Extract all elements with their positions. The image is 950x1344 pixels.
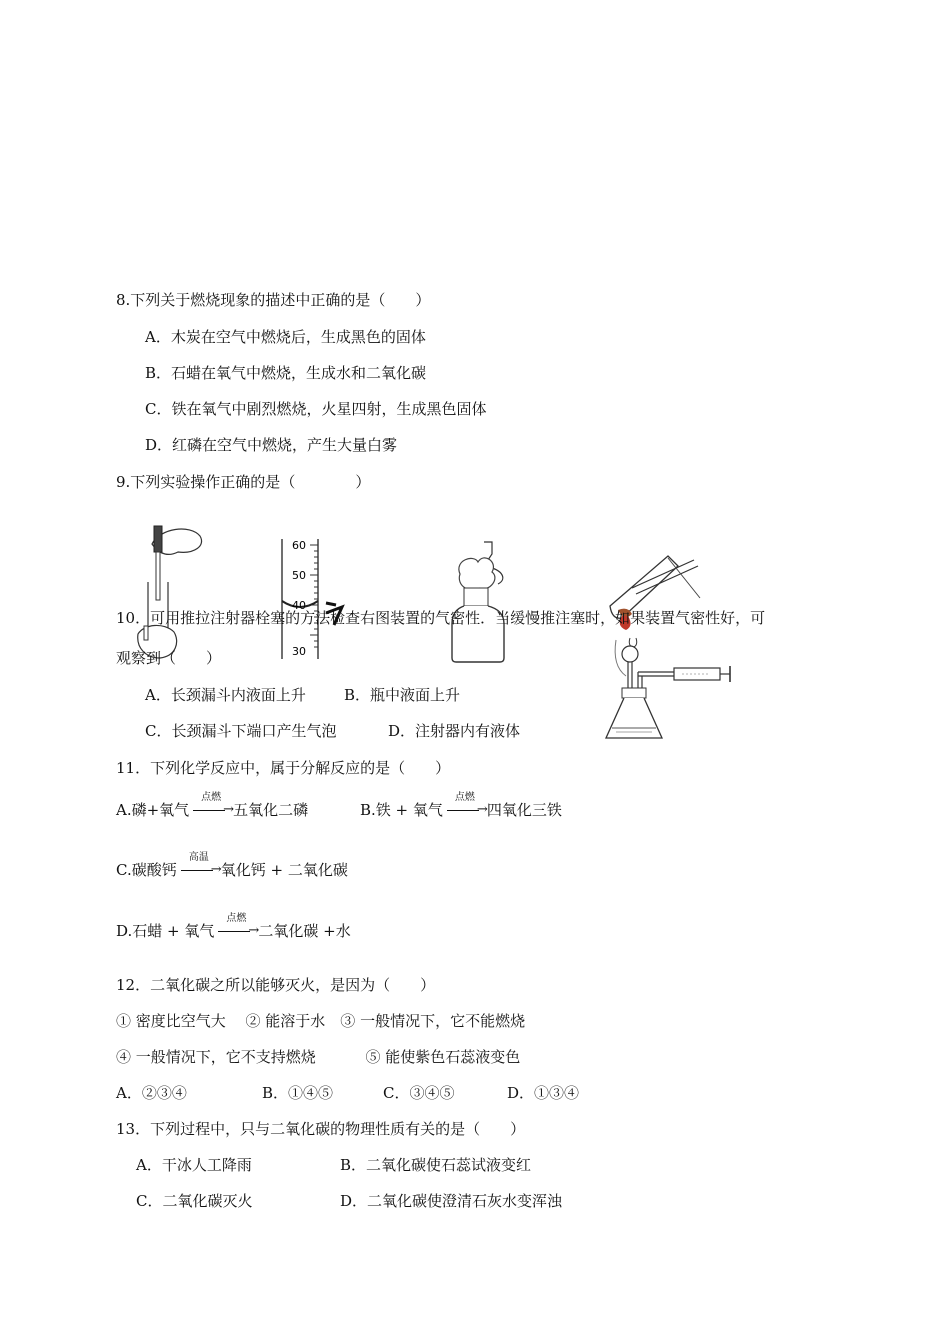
arrow-icon: 点燃 → <box>443 800 487 820</box>
q11-b-product: 四氧化三铁 <box>486 801 562 819</box>
q10-option-a: A．长颈漏斗内液面上升 <box>145 686 306 704</box>
q10-option-b: B．瓶中液面上升 <box>344 686 461 704</box>
q12-statements-line2: ④ 一般情况下，它不支持燃烧 ⑤ 能使紫色石蕊液变色 <box>116 1048 521 1066</box>
dropper-figure <box>130 522 210 660</box>
q11-c-reactants: C.碳酸钙 <box>116 861 177 879</box>
q11-b-reactants: B.铁 + 氧气 <box>360 801 443 819</box>
q12-statements-line1: ① 密度比空气大 ② 能溶于水 ③ 一般情况下，它不能燃烧 <box>116 1012 526 1030</box>
q12-option-b: B．①④⑤ <box>262 1084 334 1102</box>
q13-option-a: A．干冰人工降雨 <box>136 1156 252 1174</box>
q8-option-b: B．石蜡在氧气中燃烧，生成水和二氧化碳 <box>145 364 427 382</box>
q8-option-d: D．红磷在空气中燃烧，产生大量白雾 <box>145 436 398 454</box>
q10-stem-line1: 10．可用推拉注射器栓塞的方法检查右图装置的气密性．当缓慢推注塞时，如果装置气密性好，可 <box>116 609 766 627</box>
cylinder-tick-30: 30 <box>292 645 306 658</box>
cylinder-figure <box>270 535 360 663</box>
q8-option-a: A．木炭在空气中燃烧后，生成黑色的固体 <box>145 328 426 346</box>
q8-option-c: C．铁在氧气中剧烈燃烧，火星四射，生成黑色固体 <box>145 400 487 418</box>
q11-option-b <box>360 792 562 820</box>
q11-d-reactants: D.石蜡 + 氧气 <box>116 922 215 940</box>
arrow-icon: 高温 → <box>177 860 221 880</box>
arrow-icon: 点燃 → <box>214 921 258 941</box>
q10-option-d: D．注射器内有液体 <box>388 722 521 740</box>
q11-stem: 11．下列化学反应中，属于分解反应的是（ ） <box>116 759 451 777</box>
q11-a-reactants: A.磷+氧气 <box>116 801 190 819</box>
cylinder-tick-40: 40 <box>292 599 306 612</box>
q10-stem-line2: 观察到（ ） <box>116 649 222 667</box>
q11-a-product: 五氧化二磷 <box>233 801 309 819</box>
q13-option-b: B．二氧化碳使石蕊试液变红 <box>340 1156 532 1174</box>
q8-stem: 8.下列关于燃烧现象的描述中正确的是（ ） <box>116 291 431 309</box>
q13-stem: 13．下列过程中，只与二氧化碳的物理性质有关的是（ ） <box>116 1120 526 1138</box>
q12-option-d: D．①③④ <box>507 1084 580 1102</box>
q11-d-product: 二氧化碳 +水 <box>258 922 351 940</box>
q9-stem: 9.下列实验操作正确的是（ ） <box>116 473 371 491</box>
cylinder-tick-50: 50 <box>292 569 306 582</box>
q11-c-product: 氧化钙 + 二氧化碳 <box>220 861 348 879</box>
q13-option-c: C．二氧化碳灭火 <box>136 1192 253 1210</box>
q10-option-c: C．长颈漏斗下端口产生气泡 <box>145 722 337 740</box>
q11-option-a <box>116 792 309 820</box>
reagent-bottle-figure <box>440 540 530 665</box>
arrow-icon: 点燃 → <box>189 800 233 820</box>
q11-option-d <box>116 913 351 941</box>
q13-option-d: D．二氧化碳使澄清石灰水变浑浊 <box>340 1192 563 1210</box>
q11-option-c <box>116 852 348 880</box>
airtightness-apparatus-figure <box>598 636 738 744</box>
q12-option-c: C．③④⑤ <box>383 1084 455 1102</box>
q12-option-a: A．②③④ <box>116 1084 187 1102</box>
q12-stem: 12．二氧化碳之所以能够灭火，是因为（ ） <box>116 976 436 994</box>
cylinder-tick-60: 60 <box>292 539 306 552</box>
